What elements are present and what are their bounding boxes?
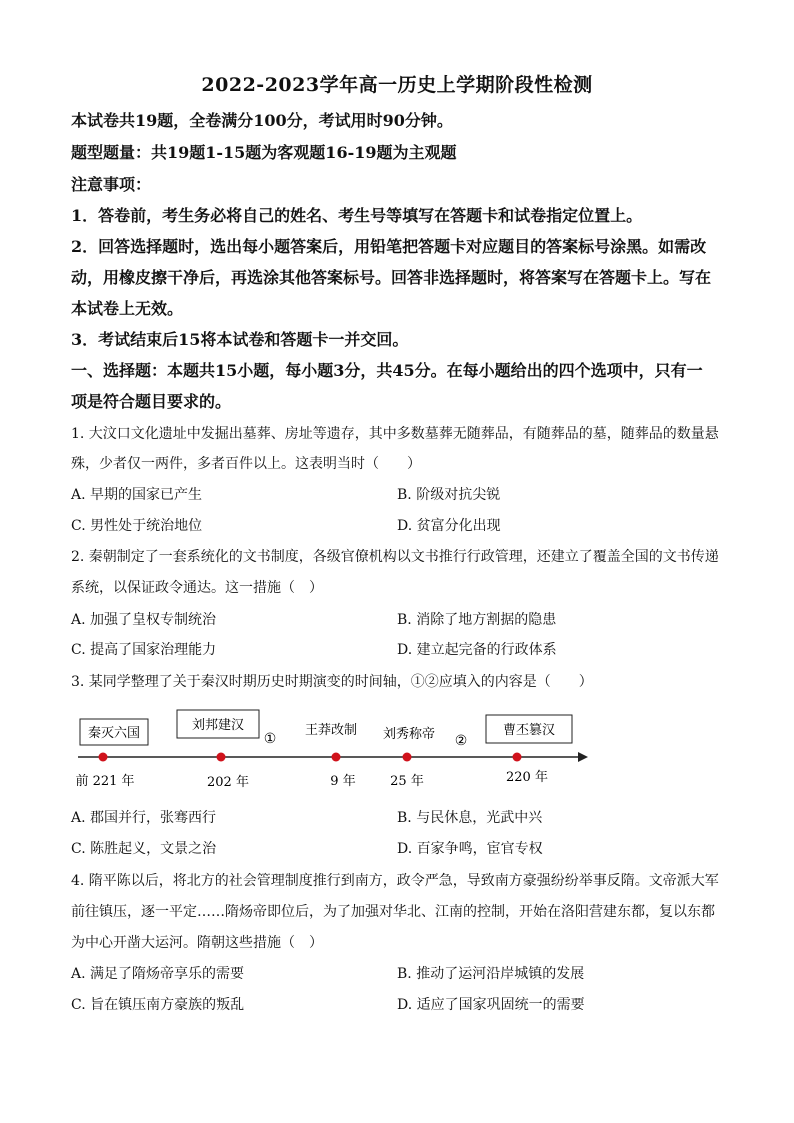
timeline-arrowhead <box>578 752 588 762</box>
timeline-label-caopi: 曹丕篡汉 <box>502 723 556 738</box>
timeline-year-9: 9 年 <box>330 774 356 789</box>
timeline-marker-1: ① <box>263 731 277 747</box>
timeline-year-221bc: 前 221 年 <box>75 774 135 789</box>
q4-option-a[interactable]: A. 满足了隋炀帝享乐的需要 <box>71 966 245 982</box>
q4-option-c[interactable]: C. 旨在镇压南方豪族的叛乱 <box>71 997 245 1013</box>
q3-timeline <box>0 700 794 800</box>
timeline-dot-220 <box>513 753 522 762</box>
q3-stem: 3. 某同学整理了关于秦汉时期历史时期演变的时间轴，①②应填入的内容是（ ） <box>71 674 593 690</box>
timeline-label-liuxiu: 刘秀称帝 <box>382 727 436 742</box>
note-2-cont-2: 本试卷上无效。 <box>71 299 184 318</box>
q1-option-a[interactable]: A. 早期的国家已产生 <box>71 487 203 503</box>
timeline-dot-221bc <box>99 753 108 762</box>
q3-option-d[interactable]: D. 百家争鸣，宦官专权 <box>397 841 543 857</box>
q2-option-b[interactable]: B. 消除了地方割据的隐患 <box>397 612 557 628</box>
note-1: 1．答卷前，考生务必将自己的姓名、考生号等填写在答题卡和试卷指定位置上。 <box>71 206 643 225</box>
section-heading-line-2: 项是符合题目要求的。 <box>71 392 232 411</box>
exam-title: 2022-2023学年高一历史上学期阶段性检测 <box>201 74 593 96</box>
q4-stem-line-2: 前往镇压，逐一平定……隋炀帝即位后，为了加强对华北、江南的控制，开始在洛阳营建东都，复以东都 <box>71 904 715 920</box>
timeline-dot-9 <box>332 753 341 762</box>
q4-option-b[interactable]: B. 推动了运河沿岸城镇的发展 <box>397 966 585 982</box>
q1-stem-line-2: 殊，少者仅一两件，多者百件以上。这表明当时（ ） <box>71 456 421 472</box>
q1-option-c[interactable]: C. 男性处于统治地位 <box>71 518 203 534</box>
q2-option-a[interactable]: A. 加强了皇权专制统治 <box>71 612 217 628</box>
q3-option-a[interactable]: A. 郡国并行，张骞西行 <box>71 810 217 826</box>
q1-stem-line-1: 1. 大汶口文化遗址中发掘出墓葬、房址等遗存，其中多数墓葬无随葬品，有随葬品的墓，随葬品的数量悬 <box>71 426 719 442</box>
timeline-marker-2: ② <box>454 733 468 749</box>
timeline-year-25: 25 年 <box>390 774 424 789</box>
notes-heading: 注意事项： <box>71 175 152 194</box>
section-heading-line-1: 一、选择题：本题共15小题，每小题3分，共45分。在每小题给出的四个选项中，只有一 <box>71 361 703 380</box>
q3-option-b[interactable]: B. 与民休息，光武中兴 <box>397 810 543 826</box>
timeline-dot-25 <box>403 753 412 762</box>
q1-option-b[interactable]: B. 阶级对抗尖锐 <box>397 487 501 503</box>
intro-line-2: 题型题量：共19题1-15题为客观题16-19题为主观题 <box>71 143 457 162</box>
timeline-label-qin: 秦灭六国 <box>87 726 141 741</box>
q4-option-d[interactable]: D. 适应了国家巩固统一的需要 <box>397 997 585 1013</box>
q4-stem-line-3: 为中心开凿大运河。隋朝这些措施（ ） <box>71 935 323 951</box>
q2-option-d[interactable]: D. 建立起完备的行政体系 <box>397 642 557 658</box>
note-2-cont: 动，用橡皮擦干净后，再选涂其他答案标号。回答非选择题时，将答案写在答题卡上。写在 <box>71 268 712 287</box>
note-3: 3．考试结束后15将本试卷和答题卡一并交回。 <box>71 330 409 349</box>
q2-stem-line-2: 系统，以保证政令通达。这一措施（ ） <box>71 580 323 596</box>
note-2: 2．回答选择题时，选出每小题答案后，用铅笔把答题卡对应题目的答案标号涂黑。如需改 <box>71 237 707 256</box>
intro-line-1: 本试卷共19题，全卷满分100分，考试用时90分钟。 <box>71 111 453 130</box>
q4-stem-line-1: 4. 隋平陈以后，将北方的社会管理制度推行到南方，政令严急，导致南方豪强纷纷举事反隋。文帝派大军 <box>71 873 719 889</box>
q2-option-c[interactable]: C. 提高了国家治理能力 <box>71 642 217 658</box>
timeline-dot-202 <box>217 753 226 762</box>
timeline-label-wangmang: 王莽改制 <box>304 723 358 738</box>
q2-stem-line-1: 2. 秦朝制定了一套系统化的文书制度，各级官僚机构以文书推行行政管理，还建立了覆盖全国的文书传递 <box>71 549 719 565</box>
timeline-year-202: 202 年 <box>207 775 249 790</box>
q3-option-c[interactable]: C. 陈胜起义，文景之治 <box>71 841 217 857</box>
timeline-label-liubang: 刘邦建汉 <box>191 718 245 733</box>
q1-option-d[interactable]: D. 贫富分化出现 <box>397 518 501 534</box>
timeline-year-220: 220 年 <box>506 770 548 785</box>
